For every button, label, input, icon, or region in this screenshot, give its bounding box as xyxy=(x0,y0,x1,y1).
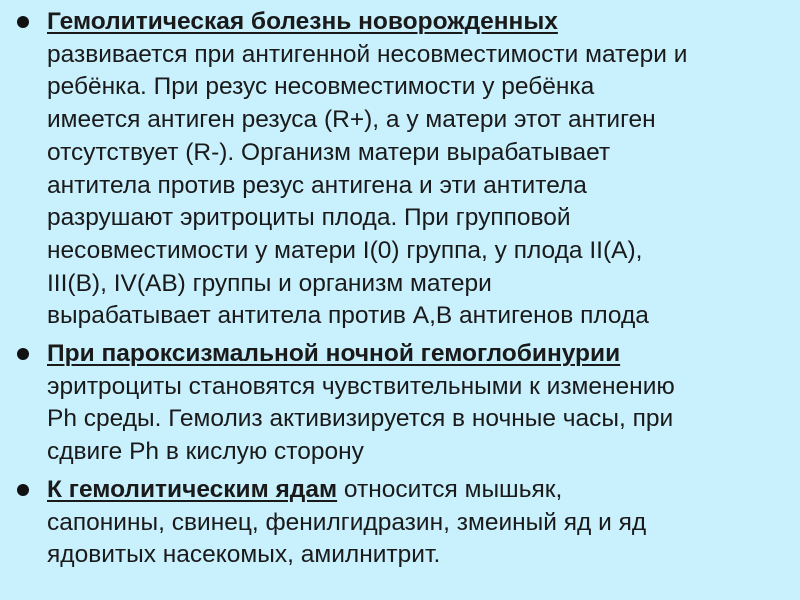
bullet-item-hemolytic-disease-newborn xyxy=(14,6,790,333)
text-line: антитела против резус антигена и эти антитела xyxy=(47,171,587,199)
term-line xyxy=(47,6,790,39)
bullet-icon xyxy=(17,16,29,28)
text-line: сапонины, свинец, фенилгидразин, змеиный яд и яд xyxy=(47,508,647,536)
bullet-icon xyxy=(17,484,29,496)
term-line xyxy=(47,338,790,371)
bullet-icon xyxy=(17,348,29,360)
text-fragment: относится мышьяк, xyxy=(337,475,563,503)
bullet-item-hemolytic-poisons xyxy=(14,474,790,572)
term-hemolytic-poisons: К гемолитическим ядам xyxy=(47,475,338,503)
text-line: несовместимости у матери I(0) группа, у плода II(A), xyxy=(47,236,643,264)
text-line: ребёнка. При резус несовместимости у ребёнка xyxy=(47,73,595,101)
text-line: Ph среды. Гемолиз активизируется в ночные часы, при xyxy=(47,405,674,433)
term-line xyxy=(47,474,790,507)
text-line: сдвиге Ph в кислую сторону xyxy=(47,438,364,466)
text-line: III(B), IV(AB) группы и организм матери xyxy=(47,269,492,297)
text-line: вырабатывает антитела против А,В антигенов плода xyxy=(47,302,649,330)
term-hemolytic-disease-newborn: Гемолитическая болезнь новорожденных xyxy=(47,8,558,35)
bullet-list xyxy=(14,6,790,572)
text-line: развивается при антигенной несовместимости матери и xyxy=(47,40,688,68)
text-line: эритроциты становятся чувствительными к изменению xyxy=(47,372,675,400)
text-line: ядовитых насекомых, амилнитрит. xyxy=(47,541,441,569)
term-pnh: При пароксизмальной ночной гемоглобинурии xyxy=(47,340,621,368)
text-line: отсутствует (R-). Организм матери вырабатывает xyxy=(47,138,611,166)
text-line: разрушают эритроциты плода. При групповой xyxy=(47,204,571,232)
bullet-item-pnh xyxy=(14,338,790,469)
text-line: имеется антиген резуса (R+), а у матери этот антиген xyxy=(47,106,656,134)
